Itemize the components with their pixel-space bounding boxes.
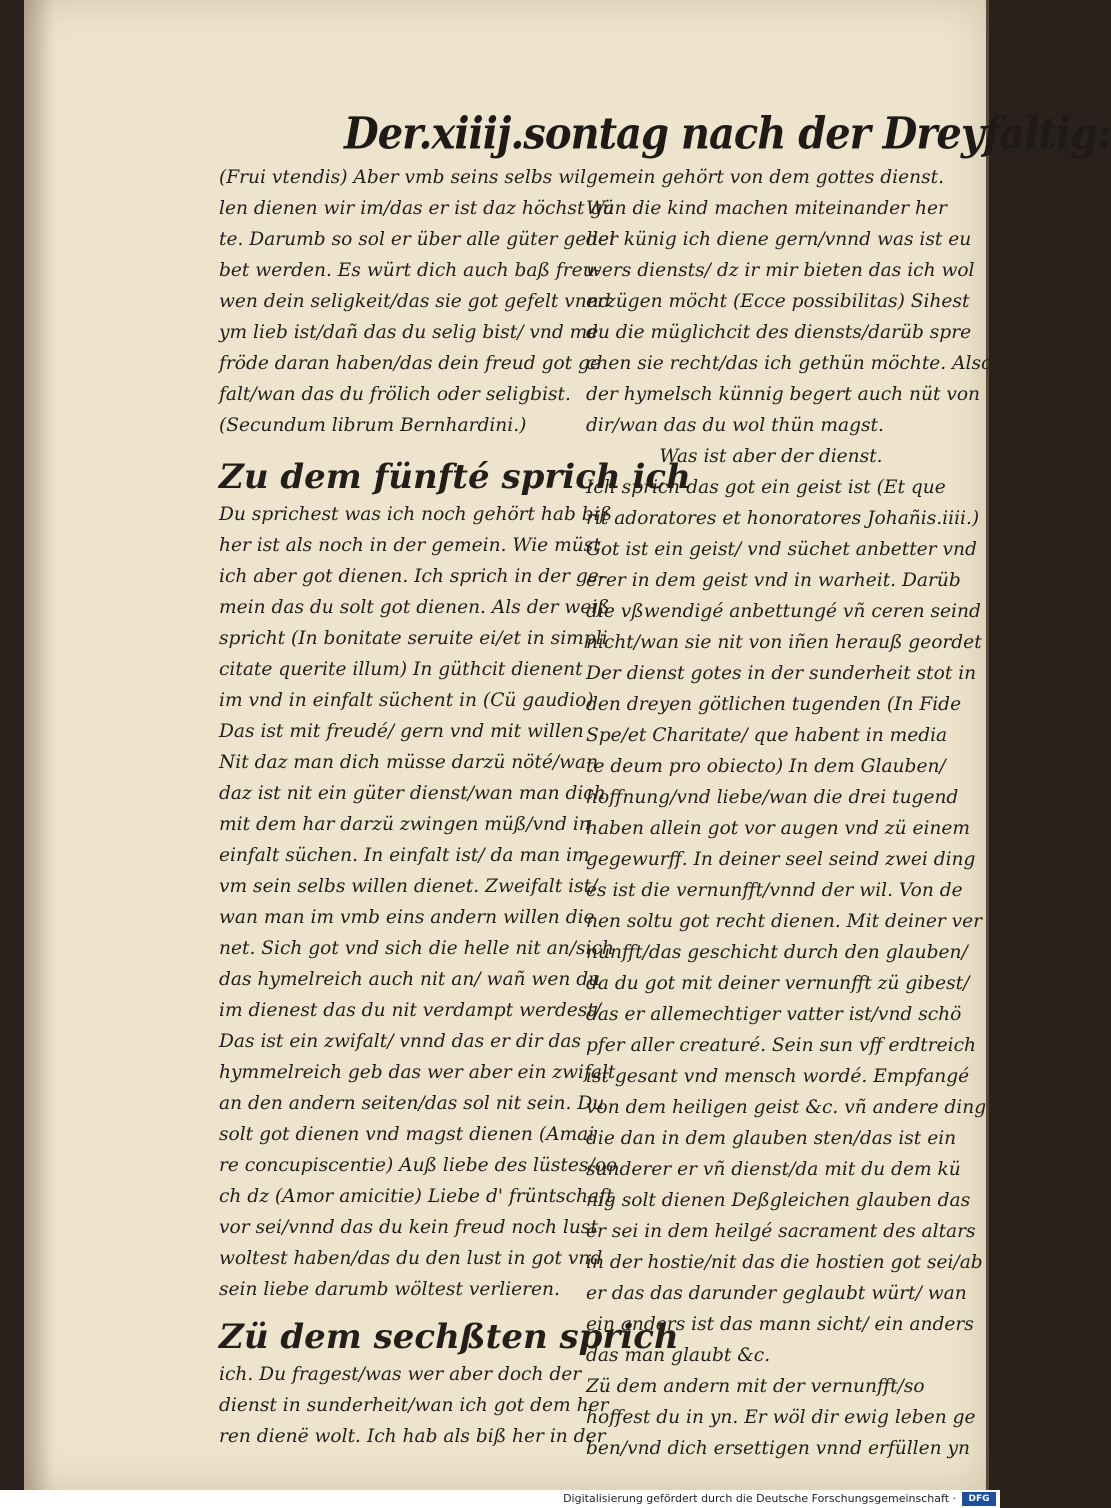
gutter-shadow	[24, 0, 54, 1490]
text-line: ist gesant vnd mensch wordé. Empfangé	[586, 1066, 970, 1087]
text-line: haben allein got vor augen vnd zü einem	[586, 818, 971, 839]
text-line: erer in dem geist vnd in warheit. Darüb	[586, 570, 961, 591]
text-line: Nit daz man dich müsse darzü nöté/wan	[219, 752, 599, 773]
text-line: net. Sich got vnd sich die helle nit an/sich	[219, 938, 614, 959]
text-line: er das das darunder geglaubt würt/ wan	[586, 1283, 967, 1304]
text-line: von dem heiligen geist &c. vñ andere ding	[586, 1097, 987, 1118]
text-line: mein das du solt got dienen. Als der weiß	[219, 597, 610, 618]
digitization-credit: Digitalisierung gefördert durch die Deutsche Forschungsgemeinschaft ·	[0, 1490, 1000, 1508]
text-line: ein anders ist das mann sicht/ ein anders	[586, 1314, 974, 1335]
section-heading-fifth: Zu dem fünfté sprich ich	[219, 457, 691, 497]
text-line: Ich sprich das got ein geist ist (Et que	[586, 477, 946, 498]
text-line: Der dienst gotes in der sunderheit stot in	[586, 663, 977, 684]
text-line: ch dz (Amor amicitie) Liebe d' früntschaft	[219, 1186, 614, 1207]
text-line: Das ist ein zwifalt/ vnnd das er dir das	[219, 1031, 582, 1052]
text-line: Du sprichest was ich noch gehört hab biß	[219, 504, 613, 525]
text-line: vm sein selbs willen dienet. Zweifalt ist/	[219, 876, 598, 897]
right-paragraph-2	[586, 472, 987, 1371]
left-paragraph-1	[219, 162, 616, 441]
text-line: nig solt dienen Deßgleichen glauben das	[586, 1190, 971, 1211]
question-line: Was ist aber der dienst.	[659, 446, 883, 467]
text-line: ich. Du fragest/was wer aber doch der	[219, 1364, 582, 1385]
text-line: wen dein seligkeit/das sie got gefelt vnnd	[219, 291, 611, 312]
text-line: Spe/et Charitate/ que habent in media	[586, 725, 948, 746]
text-line: wers diensts/ dz ir mir bieten das ich wol	[586, 260, 975, 281]
text-line: te deum pro obiecto) In dem Glauben/	[586, 756, 946, 777]
text-line: dir/wan das du wol thün magst.	[586, 415, 884, 436]
left-paragraph-2	[219, 499, 618, 1305]
text-line: sunderer er vñ dienst/da mit du dem kü	[586, 1159, 961, 1180]
text-line: hoffest du in yn. Er wöl dir ewig leben ge	[586, 1407, 976, 1428]
text-line: woltest haben/das du den lust in got vnd	[219, 1248, 603, 1269]
text-line: ren dienë wolt. Ich hab als biß her in der	[219, 1426, 606, 1447]
text-line: Wan die kind machen miteinander her	[586, 198, 947, 219]
dfg-logo-icon: DFG	[962, 1492, 996, 1506]
text-line: nen soltu got recht dienen. Mit deiner ver	[586, 911, 983, 932]
text-line: an den andern seiten/das sol nit sein. Du	[219, 1093, 605, 1114]
right-paragraph-1	[586, 162, 993, 441]
text-line: erzügen möcht (Ecce possibilitas) Sihest	[586, 291, 970, 312]
text-line: in der hostie/nit das die hostien got sei/ab	[586, 1252, 983, 1273]
right-column	[586, 162, 993, 1464]
text-line: Got ist ein geist/ vnd süchet anbetter vnd	[586, 539, 977, 560]
text-line: re concupiscentie) Auß liebe des lüstes/oo	[219, 1155, 618, 1176]
text-line: (Secundum librum Bernhardini.)	[219, 415, 527, 436]
text-line: fröde daran haben/das dein freud got ge	[219, 353, 601, 374]
text-line: nunfft/das geschicht durch den glauben/	[586, 942, 968, 963]
text-line: hoffnung/vnd liebe/wan die drei tugend	[586, 787, 959, 808]
text-line: der hymelsch künnig begert auch nüt von	[586, 384, 981, 405]
text-line: die vßwendigé anbettungé vñ ceren seind	[586, 601, 981, 622]
text-line: vor sei/vnnd das du kein freud noch lust	[219, 1217, 598, 1238]
text-line: nicht/wan sie nit von iñen herauß geordet	[586, 632, 982, 653]
text-line: Das ist mit freudé/ gern vnd mit willen	[219, 721, 584, 742]
text-line: (Frui vtendis) Aber vmb seins selbs wil	[219, 167, 587, 188]
text-line: chen sie recht/das ich gethün möchte. Also	[586, 353, 993, 374]
text-line: pfer aller creaturé. Sein sun vff erdtreich	[586, 1035, 976, 1056]
text-line: ich aber got dienen. Ich sprich in der ge-	[219, 566, 606, 587]
text-line: citate querite illum) In güthcit dienent	[219, 659, 583, 680]
text-line: du die müglichcit des diensts/darüb spre	[586, 322, 972, 343]
page-scan	[24, 0, 1111, 1490]
left-paragraph-3	[219, 1359, 609, 1452]
text-line: sein liebe darumb wöltest verlieren.	[219, 1279, 560, 1300]
text-line: der künig ich diene gern/vnnd was ist eu	[586, 229, 972, 250]
text-line: im dienest das du nit verdampt werdest/	[219, 1000, 602, 1021]
text-line: mit dem har darzü zwingen müß/vnd in	[219, 814, 591, 835]
text-line: wan man im vmb eins andern willen die	[219, 907, 595, 928]
text-line: Zü dem andern mit der vernunfft/so	[586, 1376, 925, 1397]
text-line: hymmelreich geb das wer aber ein zwifalt	[219, 1062, 616, 1083]
text-line: das hymelreich auch nit an/ wañ wen du	[219, 969, 601, 990]
text-line: dienst in sunderheit/wan ich got dem her	[219, 1395, 609, 1416]
text-line: er sei in dem heilgé sacrament des altars	[586, 1221, 976, 1242]
text-line: spricht (In bonitate seruite ei/et in simpli	[219, 628, 608, 649]
text-line: einfalt süchen. In einfalt ist/ da man im	[219, 845, 590, 866]
text-line: da du got mit deiner vernunfft zü gibest/	[586, 973, 970, 994]
text-line: ben/vnd dich ersettigen vnnd erfüllen yn	[586, 1438, 970, 1459]
page-header: Der.xiiij.sontag nach der Dreyfaltig:	[344, 107, 1111, 160]
text-line: rit adoratores et honoratores Johañis.iiii.)	[586, 508, 980, 529]
text-line: es ist die vernunfft/vnnd der wil. Von de	[586, 880, 963, 901]
text-line: das er allemechtiger vatter ist/vnd schö	[586, 1004, 962, 1025]
text-line: daz ist nit ein güter dienst/wan man dich	[219, 783, 606, 804]
text-line: solt got dienen vnd magst dienen (Amai	[219, 1124, 595, 1145]
text-line: gemein gehört von dem gottes dienst.	[586, 167, 945, 188]
text-line: im vnd in einfalt süchent in (Cü gaudio)	[219, 690, 594, 711]
text-line: falt/wan das du frölich oder seligbist.	[219, 384, 571, 405]
text-line: ym lieb ist/dañ das du selig bist/ vnd me	[219, 322, 599, 343]
right-paragraph-3	[586, 1371, 976, 1464]
text-line: her ist als noch in der gemein. Wie müst	[219, 535, 601, 556]
text-line: te. Darumb so sol er über alle güter geliel	[219, 229, 616, 250]
text-line: den dreyen götlichen tugenden (In Fide	[586, 694, 962, 715]
text-line: bet werden. Es würt dich auch baß freu-	[219, 260, 601, 281]
section-heading-sixth: Zü dem sechßten sprich	[219, 1317, 679, 1357]
text-line: gegewurff. In deiner seel seind zwei ding	[586, 849, 976, 870]
text-line: len dienen wir im/das er ist daz höchst gü	[219, 198, 615, 219]
text-line: die dan in dem glauben sten/das ist ein	[586, 1128, 957, 1149]
text-line: das man glaubt &c.	[586, 1345, 771, 1366]
